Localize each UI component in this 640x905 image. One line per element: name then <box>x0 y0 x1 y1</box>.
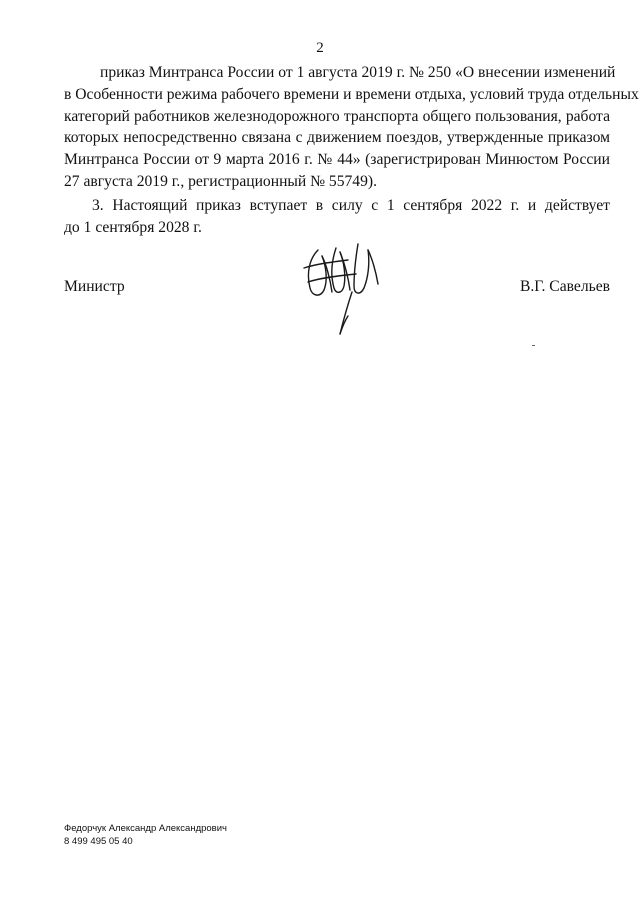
text-line: приказ Минтранса России от 1 августа 2019 г. № 250 «О внесении изменений <box>100 64 616 81</box>
text-line: в Особенности режима рабочего времени и времени отдыха, условий труда отдельных <box>64 85 639 103</box>
paragraph-amendment-reference <box>64 62 639 193</box>
signatory-name: В.Г. Савельев <box>519 278 610 295</box>
text-line: которых непосредственно связана с движением поездов, утвержденные приказом <box>64 129 610 147</box>
executor-phone: 8 499 495 05 40 <box>64 836 133 847</box>
executor-block <box>64 822 227 848</box>
handwritten-signature-icon <box>296 238 386 342</box>
text-line: категорий работников железнодорожного транспорта общего пользования, работа <box>64 107 610 125</box>
executor-name: Федорчук Александр Александрович <box>64 823 227 834</box>
text-line: Минтранса России от 9 марта 2016 г. № 44» (зарегистрирован Минюстом России <box>64 151 610 169</box>
document-body <box>64 62 639 238</box>
signatory-title: Министр <box>64 278 125 295</box>
scan-mark <box>532 345 535 346</box>
text-line: 27 августа 2019 г., регистрационный № 55749). <box>64 172 377 190</box>
paragraph-effective-date <box>64 195 610 239</box>
text-line: 3. Настоящий приказ вступает в силу с 1 сентября 2022 г. и действует <box>92 196 610 214</box>
text-line: до 1 сентября 2028 г. <box>64 218 202 236</box>
page-number: 2 <box>316 40 324 56</box>
